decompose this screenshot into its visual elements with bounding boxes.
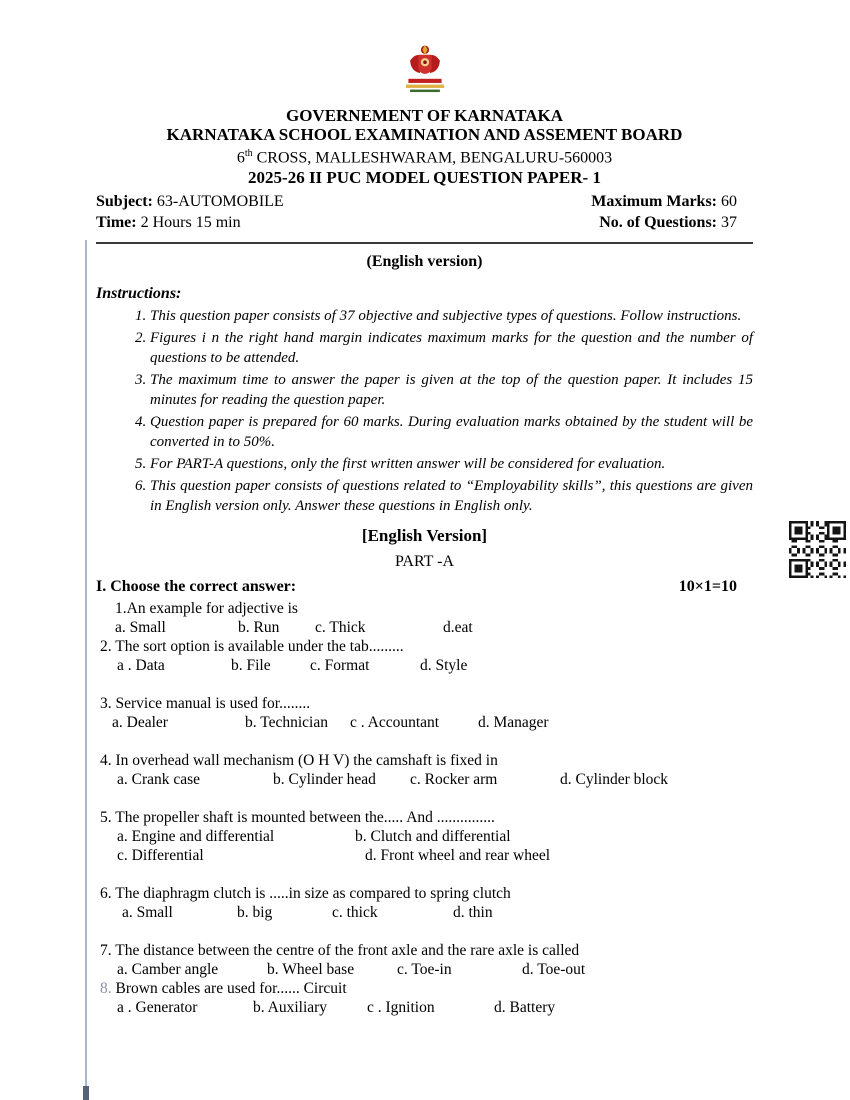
question-text: 2. The sort option is available under the tab......... xyxy=(100,638,404,656)
option-c: c. Thick xyxy=(315,619,366,637)
qr-code xyxy=(789,521,846,578)
option-c: c. Toe-in xyxy=(397,961,452,979)
instruction-item: 6. This question paper consists of questions related to “Employability skills”, this questions are given in English version only. Answer these questions in English only. xyxy=(150,476,753,516)
subject-label: Subject: xyxy=(96,193,153,211)
option-c: c . Accountant xyxy=(350,714,440,732)
government-title: GOVERNEMENT OF KARNATAKA xyxy=(285,106,564,125)
option-c: c . Ignition xyxy=(367,999,435,1017)
question-1 xyxy=(96,599,753,637)
option-a: a. Camber angle xyxy=(117,961,219,979)
exam-info xyxy=(96,191,753,233)
karnataka-emblem xyxy=(398,44,452,102)
board-title: KARNATAKA SCHOOL EXAMINATION AND ASSEMENT BOARD xyxy=(166,125,683,144)
instruction-item: 2. Figures i n the right hand margin indicates maximum marks for the question and the number of questions to be attended. xyxy=(150,328,753,368)
subject-value: 63-AUTOMOBILE xyxy=(156,193,284,211)
question-text-body: Brown cables are used for...... Circuit xyxy=(111,980,347,998)
question-4 xyxy=(96,751,753,789)
question-5 xyxy=(96,808,753,865)
question-options xyxy=(112,713,753,732)
question-2 xyxy=(96,637,753,675)
num-questions-label: No. of Questions: xyxy=(599,214,717,232)
max-marks-label: Maximum Marks: xyxy=(591,193,717,211)
option-a: a. Dealer xyxy=(112,714,168,732)
english-version-bracket: [English Version] xyxy=(361,526,488,546)
question-7 xyxy=(96,941,753,979)
max-marks-value: 60 xyxy=(721,193,737,211)
instruction-item: 4. Question paper is prepared for 60 marks. During evaluation marks obtained by the student will be converted in to 50%. xyxy=(150,412,753,452)
time-field xyxy=(96,212,241,233)
num-questions-field xyxy=(599,212,737,233)
divider xyxy=(96,242,753,244)
qr-code-image xyxy=(789,521,846,578)
option-d: d.eat xyxy=(443,619,473,637)
address-text: CROSS, MALLESHWARAM, BENGALURU-560003 xyxy=(252,149,613,167)
question-text: 7. The distance between the centre of the front axle and the rare axle is called xyxy=(100,942,580,960)
option-a: a. Crank case xyxy=(117,771,201,789)
part-a-heading: PART -A xyxy=(394,553,455,571)
option-a: a. Small xyxy=(122,904,173,922)
section-1-heading-row xyxy=(96,577,753,596)
option-a: a. Small xyxy=(115,619,166,637)
address-number: 6 xyxy=(236,149,245,167)
question-options xyxy=(117,846,753,865)
section-1-marks: 10×1=10 xyxy=(678,578,737,596)
option-b: b. Wheel base xyxy=(267,961,355,979)
time-label: Time: xyxy=(96,214,137,232)
question-options xyxy=(117,998,753,1017)
instructions-heading: Instructions: xyxy=(96,285,182,303)
option-b: b. Technician xyxy=(245,714,328,732)
option-d: d. Toe-out xyxy=(522,961,586,979)
address-line xyxy=(96,144,753,168)
question-8 xyxy=(96,979,753,1017)
option-d: d. Cylinder block xyxy=(560,771,669,789)
english-version-heading: (English version) xyxy=(366,253,483,271)
question-text xyxy=(100,979,753,998)
option-d: d. Style xyxy=(420,657,468,675)
question-options xyxy=(122,903,753,922)
question-text: 1.An example for adjective is xyxy=(115,600,298,618)
option-a: a . Generator xyxy=(117,999,198,1017)
section-1-heading: I. Choose the correct answer: xyxy=(96,578,297,596)
option-b: b. Cylinder head xyxy=(273,771,376,789)
instructions-list xyxy=(96,306,753,516)
question-options xyxy=(117,827,753,846)
option-c: c. Differential xyxy=(117,847,204,865)
instruction-item: 1. This question paper consists of 37 objective and subjective types of questions. Follow instructions. xyxy=(150,306,753,326)
question-text: 4. In overhead wall mechanism (O H V) the camshaft is fixed in xyxy=(100,752,498,770)
option-b: b. big xyxy=(237,904,273,922)
option-d: d. Battery xyxy=(494,999,556,1017)
instruction-item: 3. The maximum time to answer the paper is given at the top of the question paper. It includes 15 minutes for reading the question paper. xyxy=(150,370,753,410)
question-text: 3. Service manual is used for........ xyxy=(100,695,311,713)
question-text: 6. The diaphragm clutch is .....in size as compared to spring clutch xyxy=(100,885,511,903)
page-edge-mark xyxy=(83,1086,89,1100)
instruction-item: 5. For PART-A questions, only the first written answer will be considered for evaluation. xyxy=(150,454,753,474)
emblem-wrap xyxy=(96,44,753,104)
question-options xyxy=(115,618,753,637)
num-questions-value: 37 xyxy=(721,214,737,232)
max-marks-field xyxy=(591,191,737,212)
option-b: b. Run xyxy=(238,619,280,637)
option-b: b. Clutch and differential xyxy=(355,828,511,846)
option-b: b. Auxiliary xyxy=(253,999,328,1017)
option-d: d. Manager xyxy=(478,714,549,732)
address-ordinal: th xyxy=(244,148,253,159)
info-row-2 xyxy=(96,212,753,233)
option-b: b. File xyxy=(231,657,271,675)
question-number: 8. xyxy=(100,980,112,998)
time-value: 2 Hours 15 min xyxy=(140,214,241,232)
question-6 xyxy=(96,884,753,922)
option-d: d. thin xyxy=(453,904,493,922)
question-options xyxy=(117,960,753,979)
question-options xyxy=(117,656,753,675)
option-c: c. Format xyxy=(310,657,370,675)
option-c: c. thick xyxy=(332,904,378,922)
questions-area xyxy=(96,599,753,1017)
question-text: 5. The propeller shaft is mounted between the..... And ............... xyxy=(100,809,495,827)
option-a: a. Engine and differential xyxy=(117,828,275,846)
option-d: d. Front wheel and rear wheel xyxy=(365,847,551,865)
info-row-1 xyxy=(96,191,753,212)
option-a: a . Data xyxy=(117,657,165,675)
subject-field xyxy=(96,191,284,212)
option-c: c. Rocker arm xyxy=(410,771,498,789)
document-content xyxy=(96,44,753,1017)
page-edge-line xyxy=(85,240,87,1086)
question-3 xyxy=(96,694,753,732)
question-options xyxy=(117,770,753,789)
paper-title: 2025-26 II PUC MODEL QUESTION PAPER- 1 xyxy=(248,168,601,188)
